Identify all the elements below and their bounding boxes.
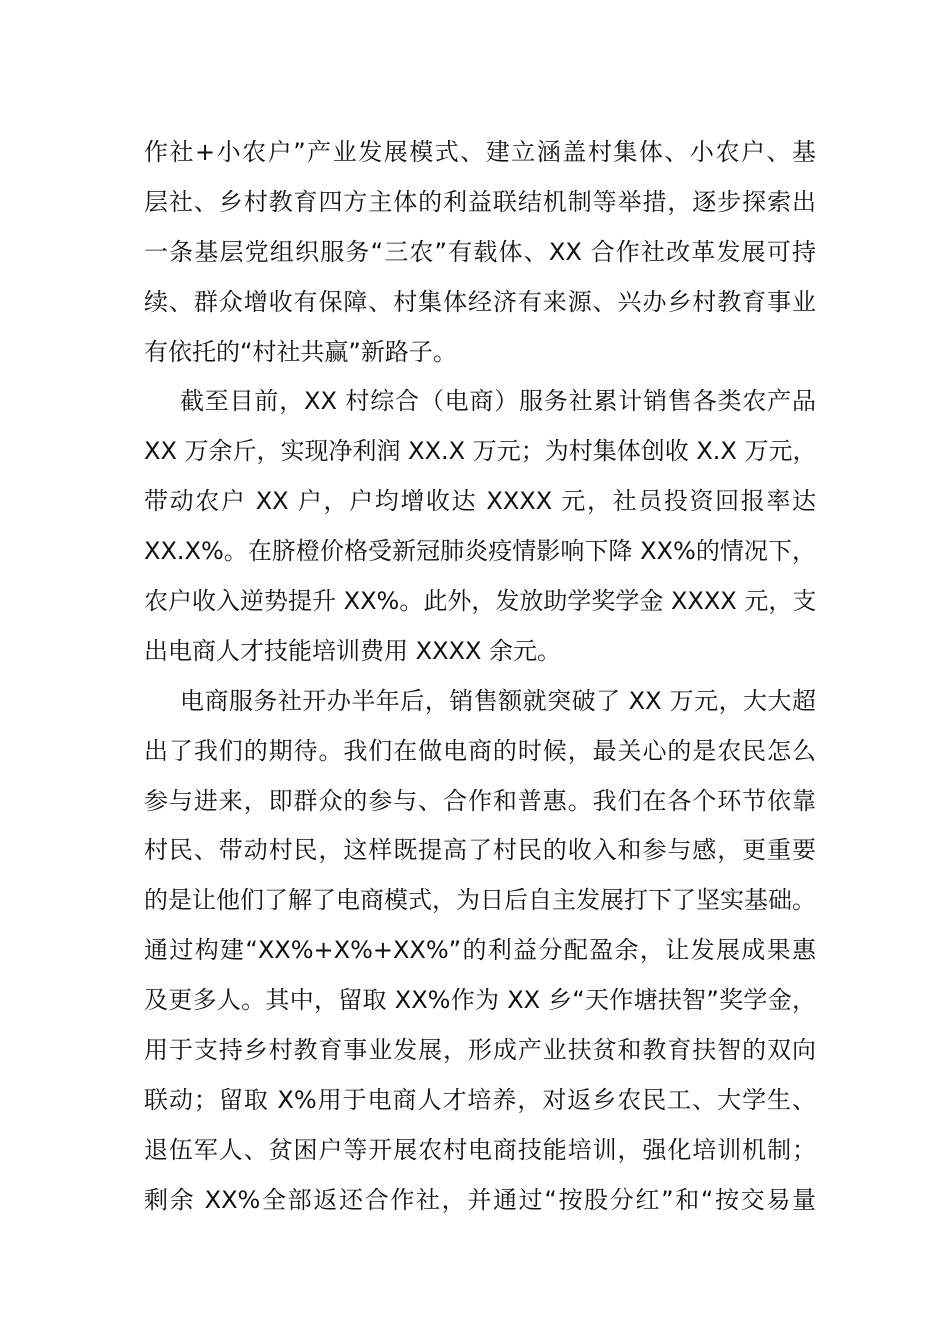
text-line: 村民、带动村民，这样既提高了村民的收入和参与感，更重要	[144, 836, 816, 865]
text-line: 的是让他们了解了电商模式，为日后自主发展打下了坚实基础。	[144, 886, 816, 915]
text-line: 及更多人。其中，留取 XX%作为 XX 乡“天作塘扶智”奖学金，	[144, 986, 816, 1015]
text-line: 通过构建“XX%+X%+XX%”的利益分配盈余，让发展成果惠	[144, 936, 816, 965]
text-line: 出了我们的期待。我们在做电商的时候，最关心的是农民怎么	[144, 736, 816, 765]
text-line: 退伍军人、贫困户等开展农村电商技能培训，强化培训机制；	[144, 1135, 816, 1164]
text-line: 农户收入逆势提升 XX%。此外，发放助学奖学金 XXXX 元，支	[144, 587, 817, 616]
text-line: 参与进来，即群众的参与、合作和普惠。我们在各个环节依靠	[144, 786, 816, 815]
document-body	[144, 128, 816, 1226]
text-line: 续、群众增收有保障、村集体经济有来源、兴办乡村教育事业	[144, 287, 816, 316]
text-line: 用于支持乡村教育事业发展，形成产业扶贫和教育扶智的双向	[144, 1036, 816, 1065]
text-line: 有依托的“村社共赢”新路子。	[144, 337, 457, 366]
text-line: 一条基层党组织服务“三农”有载体、XX 合作社改革发展可持	[144, 237, 816, 266]
paragraph-2	[144, 377, 816, 676]
text-line: XX 万余斤，实现净利润 XX.X 万元；为村集体创收 X.X 万元，	[144, 437, 817, 466]
paragraph-1	[144, 128, 816, 377]
text-line: 作社+小农户”产业发展模式、建立涵盖村集体、小农户、基	[144, 138, 816, 166]
text-line: 联动；留取 X%用于电商人才培养，对返乡农民工、大学生、	[144, 1085, 816, 1114]
text-line: 电商服务社开办半年后，销售额就突破了 XX 万元，大大超	[180, 686, 816, 715]
text-line: 出电商人才技能培训费用 XXXX 余元。	[144, 636, 562, 665]
paragraph-3	[144, 677, 816, 1226]
text-line: 带动农户 XX 户，户均增收达 XXXX 元，社员投资回报率达	[144, 487, 816, 516]
text-line: 截至目前，XX 村综合（电商）服务社累计销售各类农产品	[180, 387, 816, 416]
text-line: XX.X%。在脐橙价格受新冠肺炎疫情影响下降 XX%的情况下，	[144, 537, 816, 566]
text-line: 剩余 XX%全部返还合作社，并通过“按股分红”和“按交易量	[144, 1185, 816, 1214]
text-line: 层社、乡村教育四方主体的利益联结机制等举措，逐步探索出	[144, 187, 816, 216]
